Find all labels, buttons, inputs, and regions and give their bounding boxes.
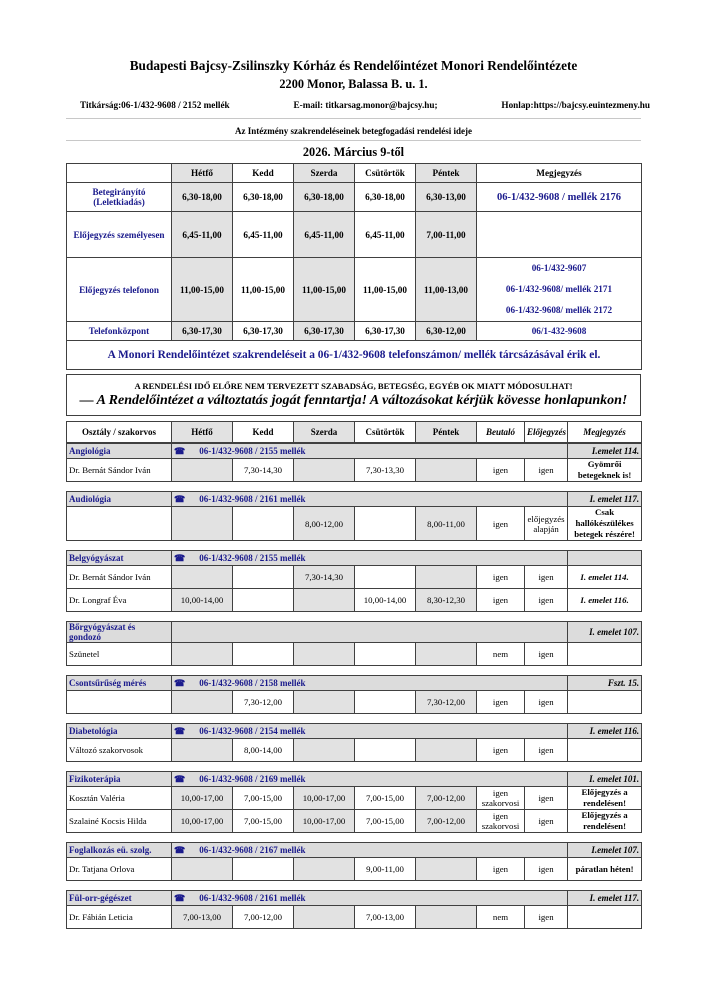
time-cell — [355, 691, 416, 714]
institution-address: 2200 Monor, Balassa B. u. 1. — [279, 77, 428, 91]
department-phone — [172, 724, 568, 739]
doctor-row — [67, 507, 642, 541]
divider — [66, 118, 641, 119]
phone-number: 06-1/432-9608 / 2169 mellék — [199, 773, 306, 784]
doctor-row — [67, 459, 642, 482]
time-cell: 11,00-15,00 — [355, 258, 416, 322]
referral-cell: igen — [477, 858, 525, 881]
doctor-row — [67, 810, 642, 833]
header-cell: Megjegyzés — [568, 422, 642, 443]
time-cell: 7,00-12,00 — [416, 787, 477, 810]
time-cell — [172, 643, 233, 666]
time-cell: 7,00-15,00 — [233, 810, 294, 833]
time-cell — [172, 739, 233, 762]
time-cell: 7,30-12,00 — [233, 691, 294, 714]
note-cell: I. emelet 114. — [568, 566, 642, 589]
time-cell — [294, 691, 355, 714]
phone-number: 06-1/432-9608 / 2161 mellék — [199, 892, 306, 903]
phone-number: 06-1/432-9608 / 2154 mellék — [199, 725, 306, 736]
time-cell: 11,00-15,00 — [172, 258, 233, 322]
phone-number: 06-1/432-9608 / 2158 mellék — [199, 677, 306, 688]
time-cell: 10,00-17,00 — [294, 787, 355, 810]
phone-number: 06-1/432-9608 / 2155 mellék — [199, 552, 306, 563]
department-name: Belgyógyászat — [67, 551, 172, 566]
time-cell: 7,30-14,30 — [233, 459, 294, 482]
time-cell: 7,00-12,00 — [416, 810, 477, 833]
doctor-row — [67, 589, 642, 612]
time-cell: 8,00-14,00 — [233, 739, 294, 762]
row-label: Betegirányító (Leletkiadás) — [67, 183, 172, 212]
time-cell: 6,30-13,00 — [416, 183, 477, 212]
time-cell: 6,30-18,00 — [294, 183, 355, 212]
change-warning-box — [66, 374, 641, 416]
referral-cell: igen — [477, 507, 525, 541]
doctor-row — [67, 906, 642, 929]
doctor-row — [67, 691, 642, 714]
time-cell: 11,00-13,00 — [416, 258, 477, 322]
doctor-name: Változó szakorvosok — [67, 739, 172, 762]
time-cell: 10,00-14,00 — [172, 589, 233, 612]
note-cell: páratlan héten! — [568, 858, 642, 881]
referral-cell: nem — [477, 906, 525, 929]
time-cell: 6,30-17,30 — [355, 322, 416, 341]
phone-icon: ☎ — [174, 773, 186, 784]
time-cell: 10,00-17,00 — [294, 810, 355, 833]
time-cell: 8,00-12,00 — [294, 507, 355, 541]
phone-icon: ☎ — [174, 677, 186, 688]
booking-cell: igen — [525, 906, 568, 929]
time-cell: 6,30-18,00 — [355, 183, 416, 212]
department-header-row — [67, 772, 642, 787]
referral-cell: igen — [477, 589, 525, 612]
department-name: Bőrgyógyászat és gondozó — [67, 622, 172, 643]
time-cell — [294, 739, 355, 762]
phone-number: 06-1/432-9608/ mellék 2171 — [505, 284, 613, 294]
doctor-name: Szünetel — [67, 643, 172, 666]
table-row — [67, 258, 642, 322]
header-cell: Szerda — [294, 422, 355, 443]
time-cell: 6,45-11,00 — [233, 212, 294, 258]
note-cell: I. emelet 116. — [568, 589, 642, 612]
phone-number: 06-1/432-9608 / 2167 mellék — [199, 844, 306, 855]
header-cell: Osztály / szakorvos — [67, 422, 172, 443]
header-cell: Péntek — [416, 164, 477, 183]
time-cell: 7,00-15,00 — [355, 810, 416, 833]
department-block — [66, 491, 642, 541]
note-cell: Előjegyzés a rendelésen! — [568, 787, 642, 810]
booking-cell: igen — [525, 459, 568, 482]
referral-cell: igen szakorvosi — [477, 787, 525, 810]
time-cell: 11,00-15,00 — [294, 258, 355, 322]
row-label: Előjegyzés telefonon — [67, 258, 172, 322]
phone-icon: ☎ — [174, 445, 186, 456]
header-cell: Szerda — [294, 164, 355, 183]
department-header-row — [67, 551, 642, 566]
time-cell: 6,45-11,00 — [355, 212, 416, 258]
time-cell: 7,00-13,00 — [355, 906, 416, 929]
time-cell: 11,00-15,00 — [233, 258, 294, 322]
time-cell — [294, 643, 355, 666]
doctor-row — [67, 643, 642, 666]
referral-cell: igen — [477, 566, 525, 589]
department-phone — [172, 676, 568, 691]
phone-icon: ☎ — [174, 892, 186, 903]
department-block — [66, 621, 642, 666]
table-header-row — [67, 164, 642, 183]
time-cell — [416, 906, 477, 929]
department-phone — [172, 492, 568, 507]
note-cell — [568, 906, 642, 929]
doctor-name — [67, 507, 172, 541]
department-block — [66, 842, 642, 881]
time-cell — [294, 858, 355, 881]
department-block — [66, 550, 642, 612]
phone-number: 06-1/432-9608/ mellék 2172 — [505, 305, 613, 315]
time-cell — [416, 858, 477, 881]
time-cell: 6,30-18,00 — [233, 183, 294, 212]
time-cell: 7,30-12,00 — [416, 691, 477, 714]
schedule-header-row — [67, 422, 642, 443]
phone-number: 06-1/432-9607 — [531, 263, 587, 273]
referral-cell: igen — [477, 739, 525, 762]
time-cell — [416, 459, 477, 482]
booking-cell: igen — [525, 810, 568, 833]
room-location: I.emelet 114. — [568, 444, 642, 459]
department-header-row — [67, 891, 642, 906]
time-cell — [172, 691, 233, 714]
time-cell — [233, 643, 294, 666]
row-label: Előjegyzés személyesen — [67, 212, 172, 258]
department-phone — [172, 622, 568, 643]
department-phone — [172, 772, 568, 787]
doctor-row — [67, 858, 642, 881]
doctor-row — [67, 787, 642, 810]
phone-number: 06-1/432-9608 / 2155 mellék — [199, 445, 306, 456]
department-name: Angiológia — [67, 444, 172, 459]
time-cell — [233, 507, 294, 541]
time-cell — [172, 507, 233, 541]
header-cell: Hétfő — [172, 164, 233, 183]
warning-line-2: — A Rendelőintézet a változtatás jogát fenntartja! A változásokat kérjük kövesse honlapunkon! — [79, 393, 628, 408]
doctor-row — [67, 739, 642, 762]
time-cell: 7,00-12,00 — [233, 906, 294, 929]
booking-cell: igen — [525, 858, 568, 881]
time-cell: 6,30-17,30 — [172, 322, 233, 341]
booking-cell: igen — [525, 691, 568, 714]
secretariat-phone: Titkárság:06-1/432-9608 / 2152 mellék — [80, 100, 230, 110]
time-cell: 7,30-14,30 — [294, 566, 355, 589]
time-cell: 6,30-18,00 — [172, 183, 233, 212]
note-cell — [477, 212, 642, 258]
doctor-name: Kosztán Valéria — [67, 787, 172, 810]
department-phone — [172, 843, 568, 858]
time-cell — [294, 906, 355, 929]
note-cell: Csak hallókészülékes betegek részére! — [568, 507, 642, 541]
time-cell — [355, 507, 416, 541]
booking-cell: előjegyzés alapján — [525, 507, 568, 541]
time-cell — [416, 643, 477, 666]
time-cell: 7,00-15,00 — [233, 787, 294, 810]
time-cell — [355, 643, 416, 666]
phone-icon: ☎ — [174, 844, 186, 855]
time-cell: 9,00-11,00 — [355, 858, 416, 881]
time-cell: 7,30-13,30 — [355, 459, 416, 482]
doctor-name — [67, 691, 172, 714]
room-location: Fszt. 15. — [568, 676, 642, 691]
time-cell — [355, 739, 416, 762]
table-row — [67, 322, 642, 341]
note-cell: Gyömrői betegeknek is! — [568, 459, 642, 482]
header-cell: Megjegyzés — [477, 164, 642, 183]
booking-cell: igen — [525, 589, 568, 612]
note-cell — [568, 691, 642, 714]
time-cell: 10,00-14,00 — [355, 589, 416, 612]
referral-cell: igen szakorvosi — [477, 810, 525, 833]
doctor-name: Szalainé Kocsis Hilda — [67, 810, 172, 833]
room-location: I. emelet 101. — [568, 772, 642, 787]
time-cell — [233, 858, 294, 881]
table-row — [67, 212, 642, 258]
phone-icon: ☎ — [174, 493, 186, 504]
time-cell — [233, 566, 294, 589]
header-cell: Előjegyzés — [525, 422, 568, 443]
doctor-name: Dr. Bernát Sándor Iván — [67, 566, 172, 589]
phone-icon: ☎ — [174, 725, 186, 736]
department-name: Fizikoterápia — [67, 772, 172, 787]
department-header-row — [67, 492, 642, 507]
booking-cell: igen — [525, 566, 568, 589]
time-cell: 6,45-11,00 — [294, 212, 355, 258]
header-cell: Beutaló — [477, 422, 525, 443]
time-cell — [233, 589, 294, 612]
row-label: Telefonközpont — [67, 322, 172, 341]
doctor-row — [67, 566, 642, 589]
referral-cell: igen — [477, 691, 525, 714]
room-location — [568, 551, 642, 566]
referral-cell: igen — [477, 459, 525, 482]
time-cell: 7,00-15,00 — [355, 787, 416, 810]
note-cell: 06-1/432-9608 / mellék 2176 — [477, 183, 642, 212]
time-cell — [172, 858, 233, 881]
department-block — [66, 723, 642, 762]
time-cell: 6,30-12,00 — [416, 322, 477, 341]
room-location: I. emelet 107. — [568, 622, 642, 643]
institution-title: Budapesti Bajcsy-Zsilinszky Kórház és Rendelőintézet Monori Rendelőintézete — [129, 58, 578, 73]
note-cell — [568, 739, 642, 762]
department-name: Diabetológia — [67, 724, 172, 739]
department-phone — [172, 891, 568, 906]
note-cell: Előjegyzés a rendelésen! — [568, 810, 642, 833]
note-cell: 06/1-432-9608 — [477, 322, 642, 341]
time-cell — [355, 566, 416, 589]
effective-date: 2026. Március 9-től — [302, 145, 405, 159]
room-location: I. emelet 117. — [568, 492, 642, 507]
room-location: I. emelet 117. — [568, 891, 642, 906]
department-header-row — [67, 843, 642, 858]
header-cell: Csütörtök — [355, 164, 416, 183]
time-cell: 10,00-17,00 — [172, 810, 233, 833]
note-cell — [568, 643, 642, 666]
warning-line-1: A RENDELÉSI IDŐ ELŐRE NEM TERVEZETT SZABADSÁG, BETEGSÉG, EGYÉB OK MIATT MÓDOSULHAT! — [134, 381, 573, 391]
table-footer-row — [67, 341, 642, 370]
time-cell: 6,45-11,00 — [172, 212, 233, 258]
department-phone — [172, 551, 568, 566]
schedule-header-table — [66, 421, 642, 443]
department-name: Csontsűrűség mérés — [67, 676, 172, 691]
department-header-row — [67, 444, 642, 459]
time-cell — [172, 566, 233, 589]
department-header-row — [67, 676, 642, 691]
department-block — [66, 443, 642, 482]
phone-notice: A Monori Rendelőintézet szakrendeléseit a 06-1/432-9608 telefonszámon/ mellék tárcsázásával érik el. — [67, 341, 642, 370]
doctor-name: Dr. Longraf Éva — [67, 589, 172, 612]
doctor-name: Dr. Fábián Leticia — [67, 906, 172, 929]
phone-number: 06-1/432-9608 / 2161 mellék — [199, 493, 306, 504]
department-phone — [172, 444, 568, 459]
room-location: I. emelet 116. — [568, 724, 642, 739]
table-row — [67, 183, 642, 212]
time-cell: 10,00-17,00 — [172, 787, 233, 810]
room-location: I.emelet 107. — [568, 843, 642, 858]
referral-cell: nem — [477, 643, 525, 666]
website-link[interactable]: Honlap:https://bajcsy.euintezmeny.hu — [501, 100, 650, 110]
department-block — [66, 890, 642, 929]
header-cell: Péntek — [416, 422, 477, 443]
phone-icon: ☎ — [174, 552, 186, 563]
header-cell: Kedd — [233, 164, 294, 183]
email-link[interactable]: E-mail: titkarsag.monor@bajcsy.hu; — [293, 100, 438, 110]
header-cell: Kedd — [233, 422, 294, 443]
doctor-name: Dr. Tatjana Orlova — [67, 858, 172, 881]
subtitle: Az Intézmény szakrendeléseinek betegfogadási rendelési ideje — [235, 126, 472, 136]
department-header-row — [67, 724, 642, 739]
booking-cell: igen — [525, 643, 568, 666]
department-name: Foglalkozás eü. szolg. — [67, 843, 172, 858]
time-cell — [416, 739, 477, 762]
time-cell: 8,30-12,30 — [416, 589, 477, 612]
time-cell — [416, 566, 477, 589]
doctor-name: Dr. Bernát Sándor Iván — [67, 459, 172, 482]
department-block — [66, 771, 642, 833]
department-block — [66, 675, 642, 714]
header-cell — [67, 164, 172, 183]
time-cell: 7,00-13,00 — [172, 906, 233, 929]
time-cell: 6,30-17,30 — [294, 322, 355, 341]
general-hours-table — [66, 163, 642, 370]
time-cell — [294, 459, 355, 482]
booking-cell: igen — [525, 739, 568, 762]
department-schedule — [66, 421, 641, 929]
time-cell: 6,30-17,30 — [233, 322, 294, 341]
department-name: Fül-orr-gégészet — [67, 891, 172, 906]
header-cell: Hétfő — [172, 422, 233, 443]
department-name: Audiológia — [67, 492, 172, 507]
header-cell: Csütörtök — [355, 422, 416, 443]
department-header-row — [67, 622, 642, 643]
time-cell — [172, 459, 233, 482]
divider — [66, 140, 641, 141]
time-cell: 7,00-11,00 — [416, 212, 477, 258]
booking-cell: igen — [525, 787, 568, 810]
time-cell: 8,00-11,00 — [416, 507, 477, 541]
note-cell — [477, 258, 642, 322]
time-cell — [294, 589, 355, 612]
contact-line — [80, 100, 650, 110]
